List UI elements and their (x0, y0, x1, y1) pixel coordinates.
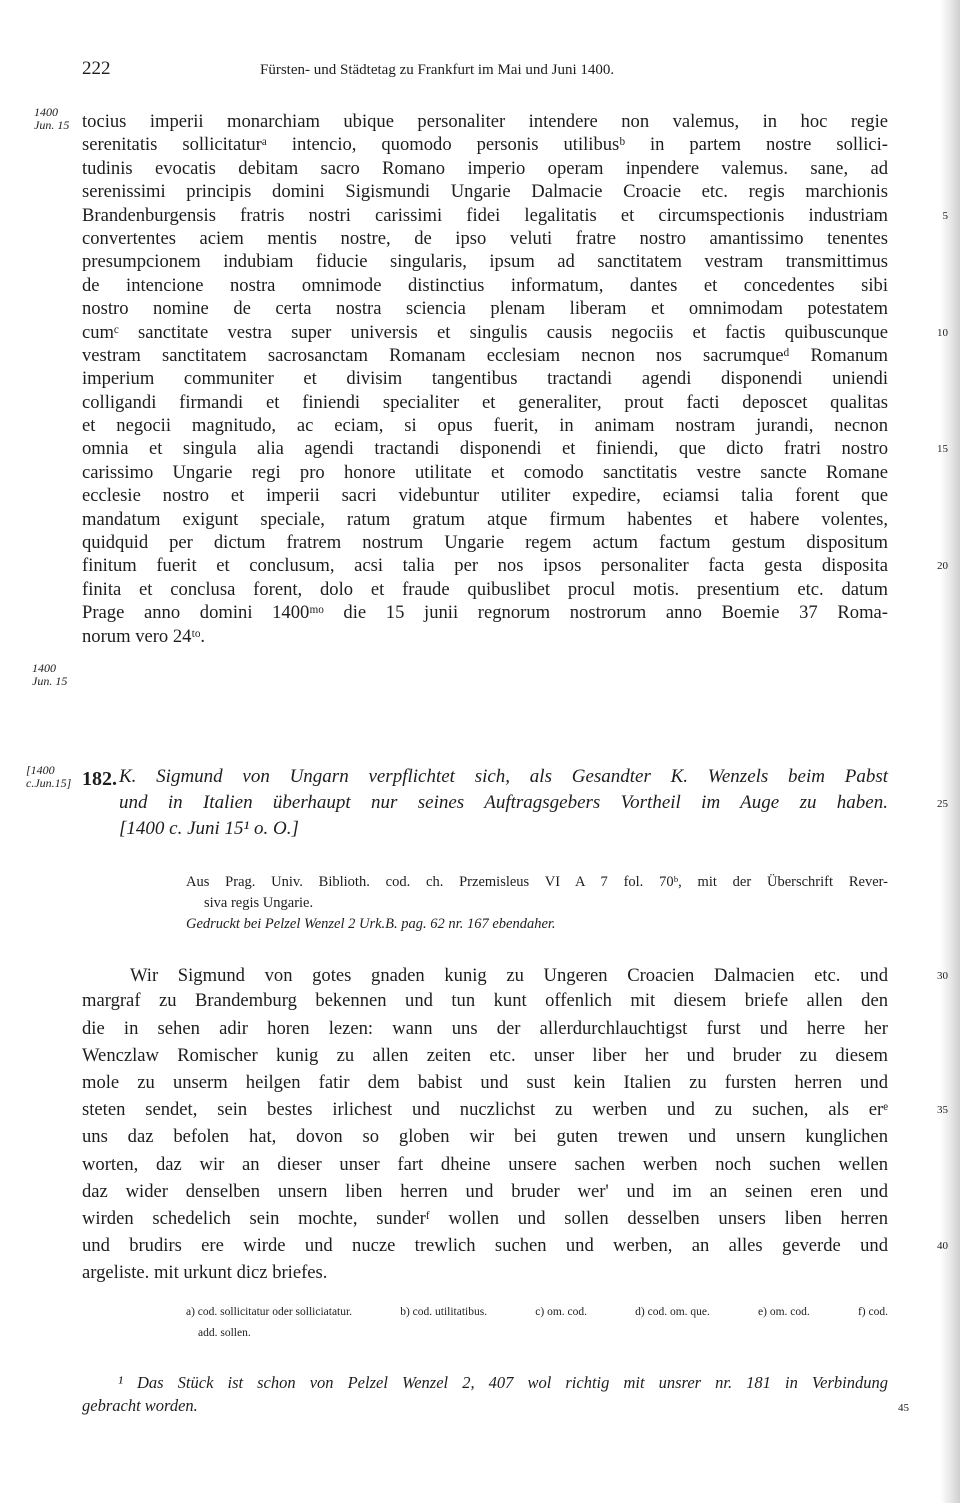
footnote-row (186, 1302, 888, 1323)
margin-date-top (34, 106, 69, 132)
margin-date-day: c.Jun.15] (26, 776, 72, 790)
text-line: und brudirs ere wirde und nucze trewlich suchen und werben, an alles geverde und 40 (82, 1232, 888, 1259)
source-line: siva regis Ungarie. (204, 895, 314, 911)
text-line: daz wider denselben unsern liben herren und bruder wer' und im an seinen eren und (82, 1180, 888, 1202)
text-line: vestram sanctitatem sacrosanctam Romanam ecclesiam necnon nos sacrumqueᵈ Romanum (82, 344, 888, 366)
critical-apparatus (186, 1302, 888, 1344)
source-note (186, 872, 888, 935)
text-line: die in sehen adir horen lezen: wann uns der allerdurchlauchtigst furst und herre her (82, 1017, 888, 1039)
page-number: 222 (82, 58, 111, 79)
text-line: mandatum exigunt speciale, ratum gratum atque firmum habentes et habere volentes, (82, 508, 888, 530)
margin-date-document (26, 764, 71, 790)
line-number: 45 (898, 1402, 909, 1414)
text-line: finitum fuerit et conclusum, acsi talia per nos ipsos personaliter facta gesta disposita 20 (82, 554, 888, 577)
text-line: cumᶜ sanctitate vestra super universis et singulis causis negociis et factis quibuscunque 10 (82, 321, 888, 344)
line-number: 5 (942, 209, 948, 222)
text-line: argeliste. mit urkunt dicz briefes. (82, 1262, 328, 1284)
text-line: wirden schedelich sein mochte, sunderᶠ wollen und sollen desselben unsers liben herren (82, 1207, 888, 1229)
footnote-e: e) om. cod. (758, 1306, 810, 1318)
text-line: imperium communiter et divisim tangentibus tractandi agendi disponendi uniendi (82, 368, 888, 390)
text-line: finita et conclusa forent, dolo et fraude quibuslibet procul motis. presentium etc. datum (82, 578, 888, 600)
text-line: tocius imperii monarchiam ubique personaliter intendere non valemus, in hoc regie (82, 111, 888, 132)
source-line: Aus Prag. Univ. Biblioth. cod. ch. Przemisleus VI A 7 fol. 70ᵇ, mit der Überschrift Rever- (186, 874, 888, 890)
line-number: 30 (937, 970, 948, 982)
text-line: et negocii magnitudo, ac eciam, si opus fuerit, in animam nostram jurandi, necnon (82, 415, 888, 437)
text-line: uns daz befolen hat, dovon so globen wir bei guten trewen und unsern kunglichen (82, 1126, 888, 1148)
latin-text-block (82, 110, 948, 648)
margin-date-lower (32, 662, 67, 688)
editorial-note-line: gebracht worden. (82, 1396, 198, 1415)
text-line: convertentes aciem mentis nostre, de ipso veluti fratre nostro amantissimo tenentes (82, 227, 888, 249)
margin-date-day: Jun. 15 (32, 674, 68, 688)
text-line: omnia et singula alia agendi tractandi disponendi et finiendi, que dicto fratri nostro 15 (82, 437, 888, 460)
document-date-line: [1400 c. Juni 15¹ o. O.] (119, 818, 299, 839)
running-title: Fürsten- und Städtetag zu Frankfurt im Mai und Juni 1400. (260, 62, 615, 78)
document-number: 182. (82, 768, 117, 790)
margin-date-year: 1400 (32, 661, 56, 675)
text-line: de intencione nostra omnimode distinctius informatum, dantes et concedentes sibi (82, 274, 888, 296)
document-heading (82, 764, 948, 842)
text-line: carissimo Ungarie regi pro honore utilitate et comodo sanctitatis vestre sancte Romane (82, 461, 888, 483)
text-line: tudinis evocatis debitam sacro Romano imperio operam inpendere valemus. sane, ad (82, 157, 888, 179)
text-line: colligandi firmandi et finiendi specialiter et generaliter, prout facti deposcet qualitas (82, 391, 888, 413)
text-line: steten sendet, sein bestes irlichest und nuczlichst zu werben und zu suchen, als erᵉ 35 (82, 1096, 888, 1123)
text-line: serenitatis sollicitaturᵃ intencio, quomodo personis utilibusᵇ in partem nostre sollici- (82, 134, 888, 156)
text-line: margraf zu Brandemburg bekennen und tun kunt offenlich mit diesem briefe allen den (82, 990, 888, 1012)
text-line: serenissimi principis domini Sigismundi Ungarie Dalmacie Croacie etc. regis marchionis (82, 181, 888, 203)
text-line: worten, daz wir an dieser unser fart dheine unsere sachen werben noch suchen wellen (82, 1153, 888, 1175)
german-text-block (82, 964, 948, 1286)
text-line: Prage anno domini 1400ᵐᵒ die 15 junii regnorum nostrorum anno Boemie 37 Roma- (82, 602, 888, 624)
footnote-b: b) cod. utilitatibus. (400, 1306, 488, 1318)
text-line: ecclesie nostro et imperii sacri videbuntur utiliter expedire, eciamsi talia forent que (82, 485, 888, 507)
line-number: 15 (937, 443, 948, 456)
text-line: norum vero 24ᵗᵒ. (82, 625, 206, 647)
text-line: Wenczlaw Romischer kunig zu allen zeiten etc. unser liber her und bruder zu diesem (82, 1044, 888, 1066)
footnote-d: d) cod. om. que. (635, 1306, 710, 1318)
printed-edition-line: Gedruckt bei Pelzel Wenzel 2 Urk.B. pag. 62 nr. 167 ebendaher. (186, 916, 556, 932)
line-number: 10 (937, 326, 948, 339)
margin-date-year: 1400 (34, 105, 58, 119)
text-line: Wir Sigmund von gotes gnaden kunig zu Ungeren Croacien Dalmacien etc. und 30 (82, 964, 888, 987)
text-line: nostro nomine de certa nostra sciencia plenam liberam et omnimodam potestatem (82, 298, 888, 320)
line-number: 35 (937, 1104, 948, 1117)
line-number: 40 (937, 1240, 948, 1253)
footnote-a: a) cod. sollicitatur oder solliciatatur. (186, 1306, 353, 1318)
margin-date-year: [1400 (26, 763, 55, 777)
text-line: mole zu unserm heilgen fatir dem babist und sust kein Italien zu fursten herren und (82, 1071, 888, 1093)
text-line: presumpcionem indubiam fiducie singularis, ipsum ad sanctitatem vestram transmittimus (82, 251, 888, 273)
document-title-line: und in Italien überhaupt nur seines Auftragsgebers Vortheil im Auge zu haben. 25 (82, 790, 888, 816)
page-header (82, 58, 888, 88)
editorial-note (82, 1371, 888, 1417)
text-line: Brandenburgensis fratris nostri carissimi fidei legalitatis et circumspectionis industriam 5 (82, 204, 888, 227)
footnote-continuation: add. sollen. (198, 1327, 251, 1339)
margin-date-day: Jun. 15 (34, 118, 70, 132)
line-number: 25 (937, 798, 948, 810)
footnote-c: c) om. cod. (535, 1306, 587, 1318)
line-number: 20 (937, 560, 948, 573)
footnote-f: f) cod. (857, 1306, 888, 1318)
text-line: quidquid per dictum fratrem nostrum Ungarie regem actum factum gestum dispositum (82, 532, 888, 554)
editorial-note-line: ¹ Das Stück ist schon von Pelzel Wenzel 2, 407 wol richtig mit unsrer nr. 181 in Verbindung (118, 1373, 888, 1392)
document-title-line: K. Sigmund von Ungarn verpflichtet sich, als Gesandter K. Wenzels beim Pabst (119, 766, 888, 787)
